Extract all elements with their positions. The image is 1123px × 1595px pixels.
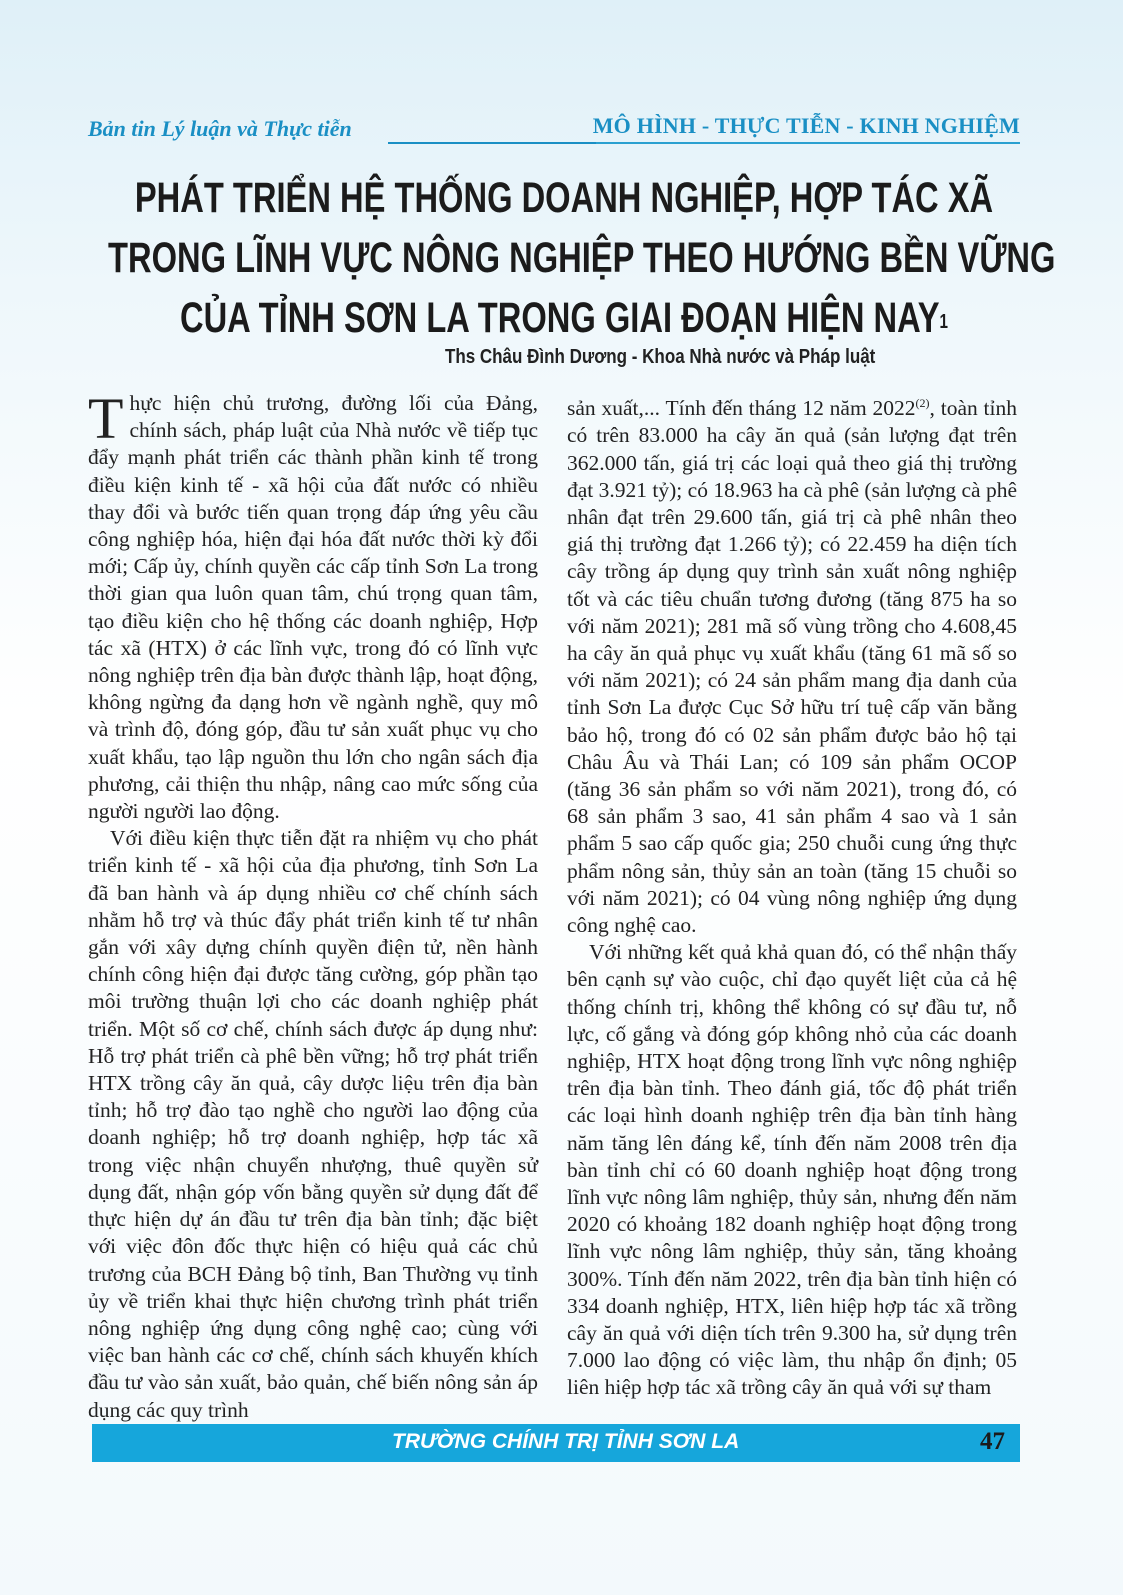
title-line-2: TRONG LĨNH VỰC NÔNG NGHIỆP THEO HƯỚNG BỀN VỮNG [108,234,1056,282]
title-line-3-text: CỦA TỈNH SƠN LA TRONG GIAI ĐOẠN HIỆN NAY [179,294,940,342]
article-column-left [88,386,538,1424]
header-rule-right [596,142,1020,144]
header-rule-left [388,142,596,144]
publication-name: Bản tin Lý luận và Thực tiễn [88,116,352,141]
title-line-3 [108,288,1020,348]
footnote-reference: (2) [915,396,930,410]
paragraph: Với điều kiện thực tiễn đặt ra nhiệm vụ cho phát triển kinh tế - xã hội của địa phương, tỉnh Sơn La đã ban hành và áp dụng nhiều cơ chế chính sách nhằm hỗ trợ và thúc đẩy phát triển kinh tế tư nhân gắn với xây dựng chính quyền điện tử, nền hành chính công hiện đại được tăng cường, góp phần tạo môi trường thuận lợi cho các doanh nghiệp phát triển. Một số cơ chế, chính sách được áp dụng như: Hỗ trợ phát triển cà phê bền vững; hỗ trợ phát triển HTX trồng cây ăn quả, cây dược liệu trên địa bàn tỉnh; hỗ trợ đào tạo nghề cho người lao động của doanh nghiệp; hỗ trợ doanh nghiệp, hợp tác xã trong việc nhận chuyển nhượng, thuê quyền sử dụng đất, nhận góp vốn bằng quyền sử dụng đất để thực hiện dự án đầu tư trên địa bàn tỉnh; đặc biệt với việc đôn đốc thực hiện có hiệu quả các chủ trương của BCH Đảng bộ tỉnh, Ban Thường vụ tỉnh ủy về triển khai thực hiện chương trình phát triển nông nghiệp ứng dụng công nghệ cao; cùng với việc ban hành các cơ chế, chính sách khuyến khích đầu tư vào sản xuất, bảo quản, chế biến nông sản áp dụng các quy trình [88,826,538,1422]
footer-institution: TRƯỜNG CHÍNH TRỊ TỈNH SƠN LA [392,1430,740,1453]
author-byline: Ths Châu Đình Dương - Khoa Nhà nước và Pháp luật [444,346,875,368]
paragraph-text: , toàn tỉnh có trên 83.000 ha cây ăn quả (sản lượng đạt trên 362.000 tấn, giá trị các loại quả theo giá thị trường đạt 3.921 tỷ); có 18.963 ha cà phê (sản lượng cà phê nhân đạt trên 29.600 tấn, giá trị cà phê nhân theo giá thị trường đạt 1.266 tỷ); có 22.459 ha diện tích cây trồng áp dụng quy trình sản xuất nông nghiệp tốt và các tiêu chuẩn tương đương (tăng 875 ha so với năm 2021); 281 mã số vùng trồng cho 4.608,45 ha cây ăn quả phục vụ xuất khẩu (tăng 61 mã số so với năm 2021); có 24 sản phẩm mang địa danh của tỉnh Sơn La được Cục Sở hữu trí tuệ cấp văn bằng bảo hộ, trong đó có 02 sản phẩm được bảo hộ tại Châu Âu và Thái Lan; có 109 sản phẩm OCOP (tăng 36 sản phẩm so với năm 2021), trong đó, có 68 sản phẩm 3 sao, 41 sản phẩm 4 sao và 1 sản phẩm 5 sao cấp quốc gia; 250 chuỗi cung ứng thực phẩm nông sản, thủy sản an toàn (tăng 15 chuỗi so với năm 2021); có 04 vùng nông nghiệp ứng dụng công nghệ cao. [567,396,1018,938]
paragraph [567,390,1017,939]
title-footnote-mark: 1 [939,311,949,333]
paragraph-text: sản xuất,... Tính đến tháng 12 năm 2022 [567,396,916,421]
paragraph [88,386,538,825]
article-column-right [567,390,1017,1402]
paragraph-text: hực hiện chủ trương, đường lối của Đảng, chính sách, pháp luật của Nhà nước về tiếp tục đẩy mạnh phát triển các thành phần kinh tế trong điều kiện kinh tế - xã hội của đất nước có nhiều thay đổi và bước tiến quan trọng đáp ứng yêu cầu công nghiệp hóa, hiện đại hóa đất nước thời kỳ đổi mới; Cấp ủy, chính quyền các cấp tỉnh Sơn La trong thời gian qua luôn quan tâm, chú trọng quan tâm, tạo điều kiện cho hệ thống các doanh nghiệp, Hợp tác xã (HTX) ở các lĩnh vực, trong đó có lĩnh vực nông nghiệp trên địa bàn được thành lập, hoạt động, không ngừng đa dạng hơn về ngành nghề, quy mô và trình độ, đóng góp, đầu tư sản xuất phục vụ cho xuất khẩu, tạo lập nguồn thu lớn cho ngân sách địa phương, cải thiện thu nhập, nâng cao mức sống của người người lao động. [88,391,538,824]
page-number: 47 [980,1428,1005,1455]
drop-cap: T [88,386,124,451]
section-name: MÔ HÌNH - THỰC TIỄN - KINH NGHIỆM [592,113,1020,138]
article-title [108,168,1056,348]
title-line-1: PHÁT TRIỂN HỆ THỐNG DOANH NGHIỆP, HỢP TÁC XÃ [134,174,994,222]
paragraph: Với những kết quả khả quan đó, có thể nhận thấy bên cạnh sự vào cuộc, chỉ đạo quyết liệt của cả hệ thống chính trị, không thể không có sự đầu tư, nỗ lực, cố gắng và đóng góp không nhỏ của các doanh nghiệp, HTX hoạt động trong lĩnh vực nông nghiệp trên địa bàn tỉnh. Theo đánh giá, tốc độ phát triển các loại hình doanh nghiệp trên địa bàn tỉnh hàng năm tăng lên đáng kể, tính đến năm 2008 trên địa bàn tỉnh chỉ có 60 doanh nghiệp hoạt động trong lĩnh vực nông lâm nghiệp, thủy sản, nhưng đến năm 2020 có khoảng 182 doanh nghiệp hoạt động trong lĩnh vực nông lâm nghiệp, thủy sản, tăng khoảng 300%. Tính đến năm 2022, trên địa bàn tỉnh hiện có 334 doanh nghiệp, HTX, liên hiệp hợp tác xã trồng cây ăn quả với diện tích trên 9.300 ha, sử dụng trên 7.000 lao động có việc làm, thu nhập ổn định; 05 liên hiệp hợp tác xã trồng cây ăn quả với sự tham [567,940,1017,1400]
